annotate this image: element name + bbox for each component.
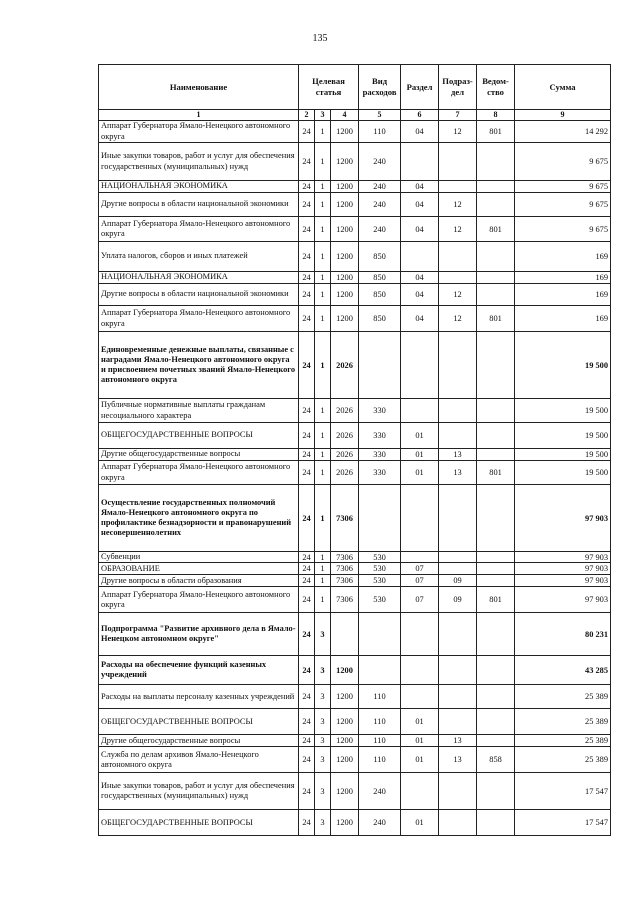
row-name: Другие общегосударственные вопросы: [99, 449, 299, 461]
row-target-subprogram: 1: [315, 193, 331, 217]
row-name: ОБЩЕГОСУДАРСТВЕННЫЕ ВОПРОСЫ: [99, 810, 299, 836]
row-department: [477, 552, 515, 563]
row-target-subprogram: 3: [315, 747, 331, 773]
row-department: [477, 272, 515, 284]
row-target-program: 24: [299, 242, 315, 272]
row-target-subprogram: 1: [315, 217, 331, 242]
row-amount: 9 675: [515, 181, 611, 193]
row-section: [401, 656, 439, 685]
row-expense-type: 850: [359, 306, 401, 332]
table-row: [99, 575, 611, 587]
row-target-subprogram: 1: [315, 587, 331, 613]
row-section: 07: [401, 563, 439, 575]
row-section: 01: [401, 423, 439, 449]
table-row: [99, 181, 611, 193]
row-target-direction: 7306: [331, 575, 359, 587]
table-body: [99, 121, 611, 836]
row-subsection: [439, 181, 477, 193]
table-row: [99, 587, 611, 613]
row-subsection: [439, 272, 477, 284]
row-section: 07: [401, 575, 439, 587]
row-subsection: 09: [439, 587, 477, 613]
row-target-direction: 1200: [331, 773, 359, 810]
row-name: НАЦИОНАЛЬНАЯ ЭКОНОМИКА: [99, 181, 299, 193]
row-department: [477, 181, 515, 193]
row-expense-type: 240: [359, 773, 401, 810]
row-target-subprogram: 1: [315, 575, 331, 587]
row-section: [401, 485, 439, 552]
row-subsection: [439, 810, 477, 836]
row-department: [477, 575, 515, 587]
row-department: [477, 332, 515, 399]
row-target-subprogram: 1: [315, 485, 331, 552]
row-section: [401, 613, 439, 656]
row-expense-type: 110: [359, 685, 401, 709]
row-section: 01: [401, 461, 439, 485]
row-target-subprogram: 1: [315, 242, 331, 272]
row-expense-type: 240: [359, 193, 401, 217]
row-target-program: 24: [299, 735, 315, 747]
row-department: [477, 449, 515, 461]
row-amount: 25 389: [515, 735, 611, 747]
row-expense-type: 330: [359, 423, 401, 449]
row-amount: 9 675: [515, 143, 611, 181]
row-expense-type: 240: [359, 217, 401, 242]
row-department: [477, 735, 515, 747]
row-name: Расходы на обеспечение функций казенных учреждений: [99, 656, 299, 685]
row-amount: 9 675: [515, 193, 611, 217]
row-expense-type: 240: [359, 810, 401, 836]
row-subsection: [439, 685, 477, 709]
row-target-direction: 1200: [331, 709, 359, 735]
row-target-direction: 1200: [331, 121, 359, 143]
table-row: [99, 272, 611, 284]
row-department: 801: [477, 306, 515, 332]
row-target-direction: 1200: [331, 272, 359, 284]
row-target-subprogram: 1: [315, 306, 331, 332]
row-expense-type: [359, 656, 401, 685]
col-number: 1: [99, 110, 299, 121]
row-target-subprogram: 1: [315, 121, 331, 143]
row-department: [477, 143, 515, 181]
row-subsection: [439, 613, 477, 656]
row-target-program: 24: [299, 552, 315, 563]
row-target-direction: 7306: [331, 563, 359, 575]
row-section: 01: [401, 449, 439, 461]
row-target-direction: 7306: [331, 485, 359, 552]
row-target-direction: 1200: [331, 217, 359, 242]
row-target-direction: 1200: [331, 143, 359, 181]
table-row: [99, 399, 611, 423]
row-subsection: 12: [439, 121, 477, 143]
table-row: [99, 449, 611, 461]
row-subsection: [439, 485, 477, 552]
row-target-subprogram: 1: [315, 143, 331, 181]
row-target-subprogram: 3: [315, 613, 331, 656]
row-target-subprogram: 1: [315, 399, 331, 423]
row-name: Уплата налогов, сборов и иных платежей: [99, 242, 299, 272]
row-amount: 80 231: [515, 613, 611, 656]
row-name: Иные закупки товаров, работ и услуг для обеспечения государственных (муниципальных) нужд: [99, 773, 299, 810]
row-target-subprogram: 1: [315, 181, 331, 193]
table-row: [99, 461, 611, 485]
row-expense-type: [359, 332, 401, 399]
row-name: Другие общегосударственные вопросы: [99, 735, 299, 747]
col-number: 4: [331, 110, 359, 121]
row-expense-type: 110: [359, 121, 401, 143]
row-target-direction: 1200: [331, 306, 359, 332]
row-target-program: 24: [299, 613, 315, 656]
row-target-program: 24: [299, 217, 315, 242]
row-expense-type: 530: [359, 575, 401, 587]
row-target-subprogram: 1: [315, 552, 331, 563]
table-row: [99, 563, 611, 575]
row-amount: 19 500: [515, 461, 611, 485]
row-expense-type: 110: [359, 709, 401, 735]
row-amount: 25 389: [515, 685, 611, 709]
row-subsection: [439, 399, 477, 423]
row-target-program: 24: [299, 284, 315, 306]
row-department: 858: [477, 747, 515, 773]
row-amount: 19 500: [515, 332, 611, 399]
row-target-direction: 2026: [331, 423, 359, 449]
row-expense-type: 850: [359, 242, 401, 272]
row-target-subprogram: 3: [315, 685, 331, 709]
row-amount: 9 675: [515, 217, 611, 242]
row-department: 801: [477, 121, 515, 143]
row-target-subprogram: 3: [315, 735, 331, 747]
row-section: 04: [401, 284, 439, 306]
row-amount: 97 903: [515, 563, 611, 575]
row-expense-type: 530: [359, 563, 401, 575]
header-section: Раздел: [401, 65, 439, 110]
row-expense-type: [359, 613, 401, 656]
row-amount: 19 500: [515, 399, 611, 423]
row-section: [401, 685, 439, 709]
row-subsection: [439, 143, 477, 181]
row-section: [401, 332, 439, 399]
row-target-direction: 2026: [331, 332, 359, 399]
row-name: Осуществление государственных полномочий Ямало-Ненецкого автономного округа по профилактике безнадзорности и правонарушений несовершеннолетних: [99, 485, 299, 552]
row-expense-type: 330: [359, 399, 401, 423]
header-name: Наименование: [99, 65, 299, 110]
row-subsection: [439, 242, 477, 272]
page-number: 135: [312, 33, 328, 44]
table-row: [99, 709, 611, 735]
row-target-direction: 2026: [331, 399, 359, 423]
row-subsection: 09: [439, 575, 477, 587]
row-target-program: 24: [299, 332, 315, 399]
row-subsection: 13: [439, 735, 477, 747]
row-target-program: 24: [299, 461, 315, 485]
budget-table: [98, 64, 611, 836]
row-target-program: 24: [299, 485, 315, 552]
row-expense-type: 330: [359, 461, 401, 485]
row-name: НАЦИОНАЛЬНАЯ ЭКОНОМИКА: [99, 272, 299, 284]
row-section: 04: [401, 121, 439, 143]
col-number: 2: [299, 110, 315, 121]
row-target-program: 24: [299, 272, 315, 284]
row-target-program: 24: [299, 810, 315, 836]
row-section: 04: [401, 272, 439, 284]
row-section: 01: [401, 747, 439, 773]
row-subsection: [439, 552, 477, 563]
row-target-program: 24: [299, 773, 315, 810]
row-section: [401, 552, 439, 563]
row-target-subprogram: 3: [315, 773, 331, 810]
table-row: [99, 485, 611, 552]
row-subsection: 12: [439, 284, 477, 306]
row-department: [477, 810, 515, 836]
row-amount: 19 500: [515, 423, 611, 449]
row-expense-type: 110: [359, 747, 401, 773]
row-target-program: 24: [299, 709, 315, 735]
row-subsection: 12: [439, 193, 477, 217]
row-section: 04: [401, 306, 439, 332]
row-target-direction: 7306: [331, 587, 359, 613]
row-section: [401, 143, 439, 181]
row-department: [477, 423, 515, 449]
row-target-program: 24: [299, 423, 315, 449]
row-expense-type: 240: [359, 143, 401, 181]
col-number: 8: [477, 110, 515, 121]
table-row: [99, 735, 611, 747]
row-name: Подпрограмма "Развитие архивного дела в Ямало-Ненецком автономном округе": [99, 613, 299, 656]
row-amount: 169: [515, 272, 611, 284]
table-row: [99, 747, 611, 773]
row-name: Единовременные денежные выплаты, связанные с наградами Ямало-Ненецкого автономного округа и присвоением почетных званий Ямало-Ненецкого автономного округа: [99, 332, 299, 399]
row-target-program: 24: [299, 143, 315, 181]
row-expense-type: 530: [359, 552, 401, 563]
row-name: Субвенции: [99, 552, 299, 563]
row-amount: 14 292: [515, 121, 611, 143]
row-subsection: 12: [439, 306, 477, 332]
row-expense-type: 240: [359, 181, 401, 193]
table-row: [99, 242, 611, 272]
row-target-subprogram: 1: [315, 449, 331, 461]
row-department: [477, 685, 515, 709]
row-subsection: [439, 423, 477, 449]
row-name: Аппарат Губернатора Ямало-Ненецкого автономного округа: [99, 306, 299, 332]
header-subsection: Подраз-дел: [439, 65, 477, 110]
row-target-direction: 2026: [331, 449, 359, 461]
row-subsection: 13: [439, 461, 477, 485]
table-row: [99, 423, 611, 449]
row-target-subprogram: 1: [315, 284, 331, 306]
header-exp-type: Вид расходов: [359, 65, 401, 110]
row-target-subprogram: 1: [315, 563, 331, 575]
row-department: [477, 613, 515, 656]
row-name: Другие вопросы в области национальной экономики: [99, 284, 299, 306]
row-target-direction: 1200: [331, 284, 359, 306]
row-target-subprogram: 1: [315, 272, 331, 284]
row-department: [477, 709, 515, 735]
row-target-program: 24: [299, 575, 315, 587]
row-amount: 43 285: [515, 656, 611, 685]
row-amount: 169: [515, 306, 611, 332]
row-amount: 17 547: [515, 773, 611, 810]
row-target-program: 24: [299, 449, 315, 461]
row-target-subprogram: 3: [315, 656, 331, 685]
row-section: [401, 242, 439, 272]
row-name: Аппарат Губернатора Ямало-Ненецкого автономного округа: [99, 121, 299, 143]
row-target-program: 24: [299, 685, 315, 709]
row-expense-type: 110: [359, 735, 401, 747]
row-target-program: 24: [299, 587, 315, 613]
row-department: 801: [477, 587, 515, 613]
row-target-direction: [331, 613, 359, 656]
row-name: Аппарат Губернатора Ямало-Ненецкого автономного округа: [99, 217, 299, 242]
row-name: ОБЩЕГОСУДАРСТВЕННЫЕ ВОПРОСЫ: [99, 709, 299, 735]
row-name: Аппарат Губернатора Ямало-Ненецкого автономного округа: [99, 587, 299, 613]
row-target-subprogram: 3: [315, 810, 331, 836]
row-amount: 97 903: [515, 552, 611, 563]
row-section: 04: [401, 193, 439, 217]
row-department: [477, 242, 515, 272]
row-target-subprogram: 1: [315, 461, 331, 485]
row-target-subprogram: 3: [315, 709, 331, 735]
row-amount: 97 903: [515, 587, 611, 613]
row-target-direction: 1200: [331, 810, 359, 836]
table-row: [99, 685, 611, 709]
row-section: 01: [401, 709, 439, 735]
header-target: Целевая статья: [299, 65, 359, 110]
row-target-direction: 1200: [331, 193, 359, 217]
row-subsection: 12: [439, 217, 477, 242]
row-department: 801: [477, 217, 515, 242]
row-expense-type: 850: [359, 284, 401, 306]
table-row: [99, 613, 611, 656]
row-section: [401, 399, 439, 423]
row-section: [401, 773, 439, 810]
row-section: 07: [401, 587, 439, 613]
row-department: [477, 485, 515, 552]
row-name: Иные закупки товаров, работ и услуг для обеспечения государственных (муниципальных) нужд: [99, 143, 299, 181]
table-row: [99, 656, 611, 685]
row-department: [477, 284, 515, 306]
row-target-program: 24: [299, 656, 315, 685]
row-name: ОБРАЗОВАНИЕ: [99, 563, 299, 575]
table-row: [99, 217, 611, 242]
row-target-direction: 1200: [331, 242, 359, 272]
col-number: 7: [439, 110, 477, 121]
row-name: Расходы на выплаты персоналу казенных учреждений: [99, 685, 299, 709]
table-row: [99, 121, 611, 143]
row-amount: 169: [515, 284, 611, 306]
row-subsection: [439, 656, 477, 685]
row-section: 04: [401, 217, 439, 242]
row-department: [477, 773, 515, 810]
table-row: [99, 773, 611, 810]
row-amount: 17 547: [515, 810, 611, 836]
row-subsection: [439, 563, 477, 575]
row-amount: 19 500: [515, 449, 611, 461]
row-target-program: 24: [299, 181, 315, 193]
table-row: [99, 143, 611, 181]
row-name: Служба по делам архивов Ямало-Ненецкого автономного округа: [99, 747, 299, 773]
row-subsection: [439, 332, 477, 399]
row-subsection: 13: [439, 449, 477, 461]
row-department: [477, 193, 515, 217]
table-row: [99, 332, 611, 399]
row-department: [477, 563, 515, 575]
row-name: Другие вопросы в области образования: [99, 575, 299, 587]
row-target-direction: 1200: [331, 747, 359, 773]
row-section: 01: [401, 735, 439, 747]
row-amount: 25 389: [515, 709, 611, 735]
row-target-direction: 7306: [331, 552, 359, 563]
row-amount: 97 903: [515, 485, 611, 552]
row-target-direction: 2026: [331, 461, 359, 485]
row-name: Другие вопросы в области национальной экономики: [99, 193, 299, 217]
row-expense-type: [359, 485, 401, 552]
row-target-direction: 1200: [331, 735, 359, 747]
row-subsection: [439, 773, 477, 810]
row-section: 01: [401, 810, 439, 836]
row-name: Аппарат Губернатора Ямало-Ненецкого автономного округа: [99, 461, 299, 485]
row-amount: 169: [515, 242, 611, 272]
table-row: [99, 810, 611, 836]
row-target-program: 24: [299, 747, 315, 773]
row-target-subprogram: 1: [315, 423, 331, 449]
row-name: Публичные нормативные выплаты гражданам несоциального характера: [99, 399, 299, 423]
row-target-program: 24: [299, 306, 315, 332]
row-department: 801: [477, 461, 515, 485]
row-target-direction: 1200: [331, 685, 359, 709]
col-number: 6: [401, 110, 439, 121]
table-row: [99, 306, 611, 332]
row-target-program: 24: [299, 563, 315, 575]
table-row: [99, 552, 611, 563]
col-number: 3: [315, 110, 331, 121]
row-subsection: 13: [439, 747, 477, 773]
header-department: Ведом-ство: [477, 65, 515, 110]
col-number: 5: [359, 110, 401, 121]
row-amount: 97 903: [515, 575, 611, 587]
row-department: [477, 656, 515, 685]
row-target-program: 24: [299, 193, 315, 217]
table-row: [99, 193, 611, 217]
row-subsection: [439, 709, 477, 735]
row-name: ОБЩЕГОСУДАРСТВЕННЫЕ ВОПРОСЫ: [99, 423, 299, 449]
row-target-subprogram: 1: [315, 332, 331, 399]
row-expense-type: 530: [359, 587, 401, 613]
row-amount: 25 389: [515, 747, 611, 773]
row-target-direction: 1200: [331, 656, 359, 685]
row-expense-type: 330: [359, 449, 401, 461]
col-number: 9: [515, 110, 611, 121]
row-expense-type: 850: [359, 272, 401, 284]
row-target-direction: 1200: [331, 181, 359, 193]
table-row: [99, 284, 611, 306]
row-target-program: 24: [299, 121, 315, 143]
row-target-program: 24: [299, 399, 315, 423]
header-amount: Сумма: [515, 65, 611, 110]
row-section: 04: [401, 181, 439, 193]
row-department: [477, 399, 515, 423]
